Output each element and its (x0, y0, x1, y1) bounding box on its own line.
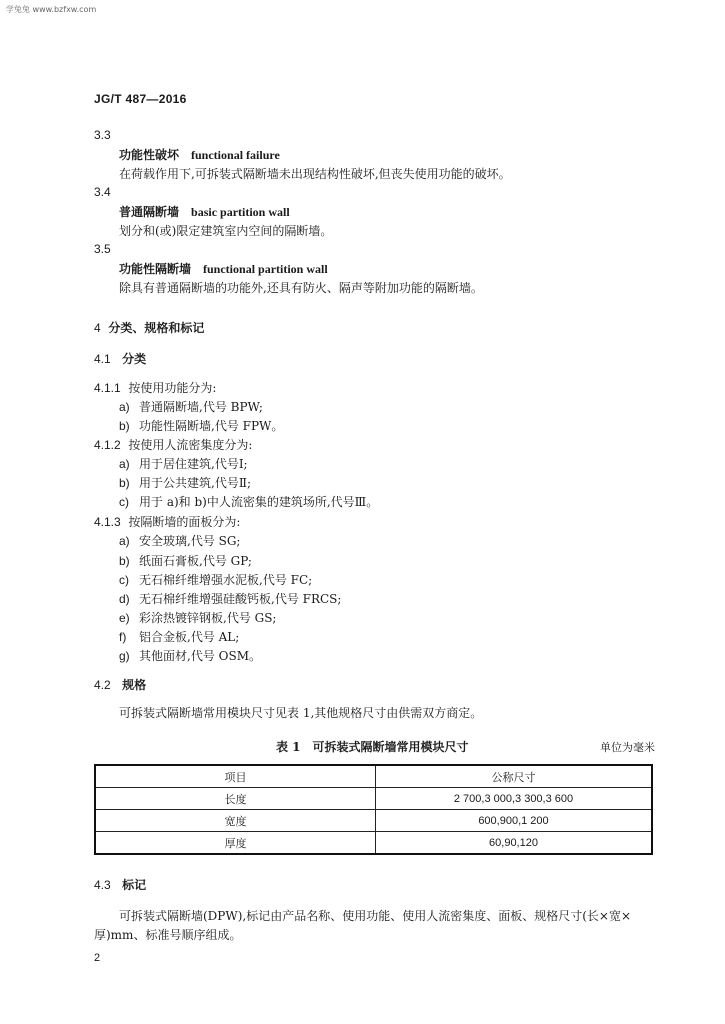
clause-line (94, 515, 240, 529)
list-marker: a) (119, 534, 130, 548)
term-en: functional partition wall (203, 262, 328, 276)
document-code-header: JG/T 487—2016 (94, 92, 187, 106)
list-text: 彩涂热镀锌钢板,代号 GS; (139, 611, 277, 625)
list-item (119, 495, 378, 509)
list-text: 无石棉纤维增强硅酸钙板,代号 FRCS; (139, 592, 342, 606)
list-marker: b) (119, 554, 130, 568)
list-text: 功能性隔断墙,代号 FPW。 (139, 419, 284, 433)
section-title: 规格 (122, 678, 147, 692)
list-text: 铝合金板,代号 AL; (139, 630, 240, 644)
list-marker: e) (119, 611, 130, 625)
term-number: 3.4 (94, 185, 111, 199)
list-marker: g) (119, 649, 130, 663)
list-marker: c) (119, 573, 129, 587)
term-number: 3.3 (94, 128, 111, 142)
section-number: 4 (94, 321, 101, 335)
section-title: 标记 (122, 878, 147, 892)
clause-text: 按使用功能分为: (128, 381, 217, 395)
section-heading (94, 321, 204, 335)
list-item (119, 630, 239, 644)
page-number: 2 (94, 952, 101, 964)
term-heading (119, 205, 290, 219)
list-item (119, 554, 252, 568)
clause-line (94, 381, 216, 395)
clause-text: 按隔断墙的面板分为: (128, 515, 241, 529)
table-cell: 长度 (95, 788, 376, 810)
subsection-heading (94, 678, 146, 692)
term-number: 3.5 (94, 242, 111, 256)
list-item (119, 573, 312, 587)
list-marker: a) (119, 400, 130, 414)
list-marker: d) (119, 592, 130, 606)
list-item (119, 592, 341, 606)
list-text: 用于公共建筑,代号Ⅱ; (139, 476, 252, 490)
table-header-cell: 公称尺寸 (376, 765, 653, 788)
table-row (95, 788, 652, 810)
list-item (119, 476, 251, 490)
term-cn: 功能性隔断墙 (119, 262, 192, 276)
list-text: 用于 a)和 b)中人流密集的建筑场所,代号Ⅲ。 (139, 495, 379, 509)
list-item (119, 457, 248, 471)
table-cell: 60,90,120 (376, 832, 653, 855)
table-row (95, 832, 652, 855)
table-row (95, 810, 652, 832)
list-text: 纸面石膏板,代号 GP; (139, 554, 252, 568)
watermark: 学兔兔 www.bzfxw.com (6, 5, 97, 14)
clause-number: 4.1.2 (94, 438, 121, 452)
term-heading (119, 148, 280, 162)
table-cell: 宽度 (95, 810, 376, 832)
list-text: 普通隔断墙,代号 BPW; (139, 400, 263, 414)
list-text: 其他面材,代号 OSM。 (139, 649, 261, 663)
list-marker: b) (119, 476, 130, 490)
section-title: 分类 (122, 352, 147, 366)
table-unit: 单位为毫米 (600, 741, 655, 754)
paragraph: 可拆装式隔断墙常用模块尺寸见表 1,其他规格尺寸由供需双方商定。 (119, 706, 483, 720)
list-text: 安全玻璃,代号 SG; (139, 534, 241, 548)
list-item (119, 611, 276, 625)
term-definition: 除具有普通隔断墙的功能外,还具有防火、隔声等附加功能的隔断墙。 (119, 281, 483, 295)
list-item (119, 534, 240, 548)
subsection-heading (94, 878, 146, 892)
subsection-heading (94, 352, 146, 366)
list-item (119, 419, 283, 433)
section-number: 4.3 (94, 878, 111, 892)
list-marker: b) (119, 419, 130, 433)
term-cn: 普通隔断墙 (119, 205, 180, 219)
term-definition: 在荷载作用下,可拆装式隔断墙未出现结构性破坏,但丧失使用功能的破坏。 (119, 167, 511, 181)
clause-number: 4.1.1 (94, 381, 121, 395)
clause-number: 4.1.3 (94, 515, 121, 529)
list-item (119, 649, 261, 663)
table-header-cell: 项目 (95, 765, 376, 788)
clause-text: 按使用人流密集度分为: (128, 438, 253, 452)
section-number: 4.1 (94, 352, 111, 366)
table-cell: 600,900,1 200 (376, 810, 653, 832)
section-number: 4.2 (94, 678, 111, 692)
table-header-row (95, 765, 652, 788)
paragraph-line: 可拆装式隔断墙(DPW),标记由产品名称、使用功能、使用人流密集度、面板、规格尺寸(长×宽× (119, 909, 632, 923)
term-cn: 功能性破坏 (119, 148, 180, 162)
term-en: basic partition wall (191, 205, 290, 219)
section-title: 分类、规格和标记 (108, 321, 205, 335)
table-cell: 厚度 (95, 832, 376, 855)
list-marker: a) (119, 457, 130, 471)
paragraph-line: 厚)mm、标准号顺序组成。 (94, 928, 242, 942)
table-cell: 2 700,3 000,3 300,3 600 (376, 788, 653, 810)
term-definition: 划分和(或)限定建筑室内空间的隔断墙。 (119, 224, 333, 238)
term-heading (119, 262, 328, 276)
dimension-table (94, 764, 653, 855)
list-marker: f) (119, 630, 127, 644)
term-en: functional failure (191, 148, 280, 162)
list-item (119, 400, 263, 414)
list-text: 无石棉纤维增强水泥板,代号 FC; (139, 573, 313, 587)
list-text: 用于居住建筑,代号Ⅰ; (139, 457, 248, 471)
clause-line (94, 438, 252, 452)
table-caption: 表 1 可拆装式隔断墙常用模块尺寸 (276, 740, 469, 754)
list-marker: c) (119, 495, 129, 509)
